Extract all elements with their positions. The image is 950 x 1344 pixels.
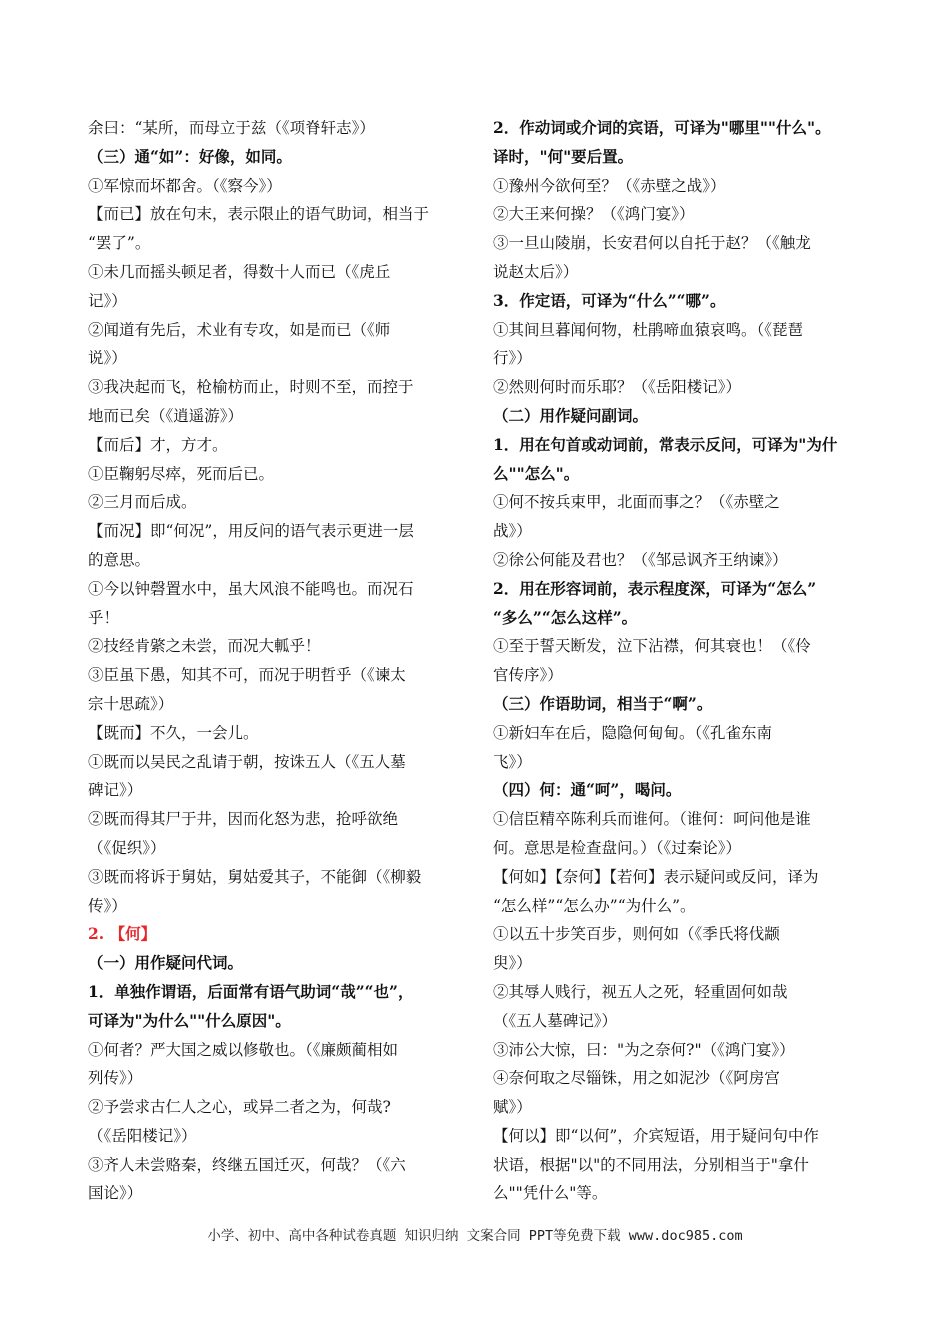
text-line: “多么”“怎么这样”。	[493, 607, 638, 627]
text-line: 战》）	[493, 522, 532, 541]
text-line: 碑记》）	[88, 781, 143, 800]
text-line: 3．作定语，可译为“什么”“哪”。	[493, 290, 726, 310]
text-line: 官传序》）	[493, 666, 563, 685]
text-line: 说赵太后》）	[493, 262, 579, 281]
text-line: 2．作动词或介词的宾语，可译为"哪里""什么"。	[493, 118, 831, 137]
text-line: 2．用在形容词前，表示程度深，可译为“怎么”	[493, 578, 817, 598]
text-line: 赋》）	[493, 1098, 532, 1117]
text-line: （四）何：通“呵”，喝问。	[493, 780, 682, 800]
text-line: 何。意思是检查盘问。）（《过秦论》）	[493, 838, 742, 857]
text-line: 宗十思疏》）	[88, 694, 174, 713]
text-line: 臾》）	[493, 954, 532, 973]
text-line: 么""怎么"。	[493, 463, 580, 483]
text-line: 【而后】才，方才。	[88, 435, 228, 454]
text-line: ②三月而后成。	[88, 493, 197, 512]
right-column	[493, 114, 868, 1208]
text-line: （三）作语助词，相当于“啊”。	[493, 693, 713, 713]
text-line: （《五人墓碑记》）	[493, 1011, 618, 1030]
text-line: 的意思。	[88, 550, 151, 569]
text-line: ③臣虽下愚，知其不可，而况于明哲乎（《谏太	[88, 666, 406, 685]
text-line: 状语，根据"以"的不同用法，分别相当于"拿什	[493, 1155, 809, 1174]
text-line: 可译为"为什么""什么原因"。	[88, 1010, 291, 1030]
text-line: ③我决起而飞，枪榆枋而止，时则不至，而控于	[88, 378, 414, 397]
text-line: 传》）	[88, 896, 127, 915]
text-line: ①何不按兵束甲，北面而事之？（《赤壁之	[493, 493, 780, 512]
text-line: ②其辱人贱行，视五人之死，轻重固何如哉	[493, 982, 788, 1001]
text-line: ①信臣精卒陈利兵而谁何。（谁何：呵问他是谁	[493, 810, 811, 829]
text-line: ③既而将诉于舅姑，舅姑爱其子，不能御（《柳毅	[88, 867, 422, 886]
text-line: （三）通“如”：好像，如同。	[88, 146, 292, 166]
text-line: 记》）	[88, 291, 127, 310]
text-line: 行》）	[493, 349, 532, 368]
text-line: ④奈何取之尽锱铢，用之如泥沙（《阿房宫	[493, 1069, 780, 1088]
text-line: 乎！	[88, 608, 120, 627]
text-line: ②技经肯綮之未尝，而况大軱乎！	[88, 637, 321, 656]
text-line: ①其间旦暮闻何物，杜鹃啼血猿哀鸣。（《琵琶	[493, 320, 804, 339]
text-line: ③沛公大惊，曰："为之奈何?"（《鸿门宴》）	[493, 1040, 795, 1059]
text-line: “罢了”。	[88, 234, 151, 253]
text-line: （《促织》）	[88, 838, 166, 857]
text-line: 么""凭什么"等。	[493, 1184, 608, 1203]
text-line: ①新妇车在后，隐隐何甸甸。（《孔雀东南	[493, 723, 773, 742]
text-line: ①军惊而坏都舍。（《察今》）	[88, 176, 282, 195]
text-line: “怎么样”“怎么办”“为什么”。	[493, 896, 696, 915]
text-line: ②既而得其尸于井，因而化怒为悲，抢呼欲绝	[88, 810, 399, 829]
text-line: 2. 【何】	[88, 924, 157, 944]
text-line: ③齐人未尝赂秦，终继五国迁灭，何哉？（《六	[88, 1155, 406, 1174]
page-footer: 小学、初中、高中各种试卷真题 知识归纳 文案合同 PPT等免费下载 www.doc985.com	[207, 1228, 743, 1244]
text-line: 【既而】不久，一会儿。	[88, 723, 259, 742]
text-line: （二）用作疑问副词。	[493, 405, 649, 425]
text-line: ②然则何时而乐耶？（《岳阳楼记》）	[493, 378, 742, 397]
left-column	[88, 114, 460, 1208]
text-line: 【何如】【奈何】【若何】表示疑问或反问，译为	[493, 867, 819, 886]
text-line: ②予尝求古仁人之心，或异二者之为，何哉?	[88, 1098, 391, 1117]
text-line: ①臣鞠躬尽瘁，死而后已。	[88, 464, 275, 483]
text-line: 地而已矣（《逍遥游》）	[88, 406, 244, 425]
text-line: ②闻道有先后，术业有专攻，如是而已（《师	[88, 320, 391, 339]
text-line: ③一旦山陵崩，长安君何以自托于赵？（《触龙	[493, 234, 811, 253]
text-line: 【而况】即“何况”，用反问的语气表示更进一层	[88, 522, 414, 541]
text-line: 1．用在句首或动词前，常表示反问，可译为"为什	[493, 434, 838, 454]
text-line: ①以五十步笑百步，则何如（《季氏将伐颛	[493, 925, 780, 944]
text-line: 飞》）	[493, 752, 532, 771]
text-line: ①何者？严大国之威以修敬也。（《廉颇蔺相如	[88, 1040, 399, 1059]
text-line: ①既而以吴民之乱请于朝，按诛五人（《五人墓	[88, 752, 406, 771]
text-line: 【而已】放在句末，表示限止的语气助词，相当于	[88, 205, 430, 224]
text-line: （《岳阳楼记》）	[88, 1126, 197, 1145]
text-line: 国论》）	[88, 1184, 143, 1203]
text-line: 译时，"何"要后置。	[493, 146, 634, 166]
text-line: ①今以钟磬置水中，虽大风浪不能鸣也。而况石	[88, 579, 414, 598]
text-line: ①豫州今欲何至？（《赤壁之战》）	[493, 176, 726, 195]
text-line: ①未几而摇头顿足者，得数十人而已（《虎丘	[88, 262, 391, 281]
text-line: 余曰：“某所，而母立于兹（《项脊轩志》）	[88, 119, 375, 137]
text-line: 列传》）	[88, 1069, 143, 1088]
text-line: ①至于誓天断发，泣下沾襟，何其衰也！（《伶	[493, 637, 811, 656]
text-line: 1．单独作谓语，后面常有语气助词“哉”“也”，	[88, 981, 414, 1001]
text-line: （一）用作疑问代词。	[88, 953, 244, 973]
text-line: ②徐公何能及君也？（《邹忌讽齐王纳谏》）	[493, 550, 788, 569]
text-line: 【何以】即“以何”，介宾短语，用于疑问句中作	[493, 1126, 819, 1145]
text-line: 说》）	[88, 349, 127, 368]
text-line: ②大王来何操？（《鸿门宴》）	[493, 205, 695, 224]
